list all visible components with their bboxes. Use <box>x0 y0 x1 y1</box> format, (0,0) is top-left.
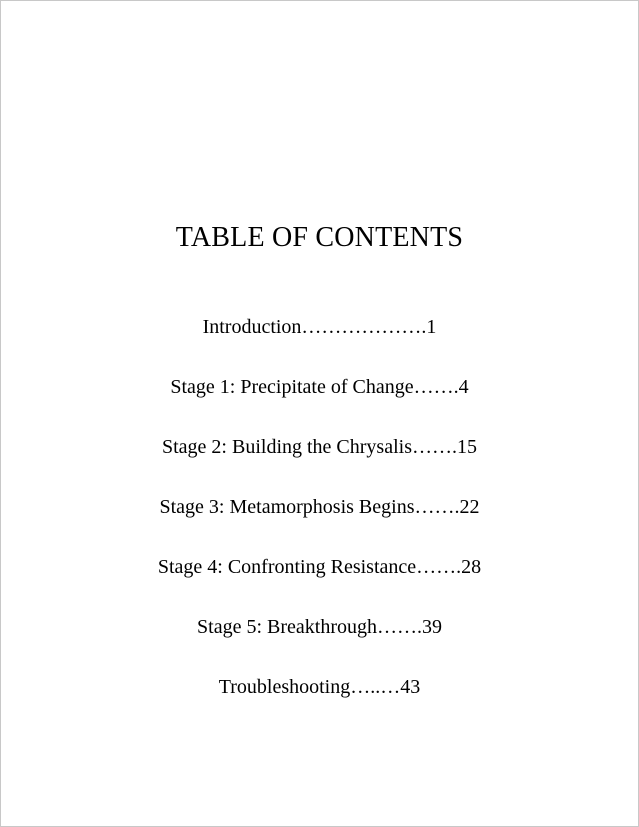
toc-entry-stage-3: Stage 3: Metamorphosis Begins…….22 <box>159 496 480 518</box>
toc-entry-troubleshooting: Troubleshooting…..…43 <box>218 676 421 698</box>
toc-entry-stage-1: Stage 1: Precipitate of Change…….4 <box>170 376 469 398</box>
page-title: TABLE OF CONTENTS <box>175 222 464 253</box>
toc-list <box>1 311 638 731</box>
toc-entry-stage-4: Stage 4: Confronting Resistance…….28 <box>157 556 482 578</box>
toc-entry-stage-5: Stage 5: Breakthrough…….39 <box>197 616 442 638</box>
toc-entry-stage-2: Stage 2: Building the Chrysalis…….15 <box>162 436 477 458</box>
toc-entry-introduction: Introduction……………….1 <box>202 316 437 338</box>
